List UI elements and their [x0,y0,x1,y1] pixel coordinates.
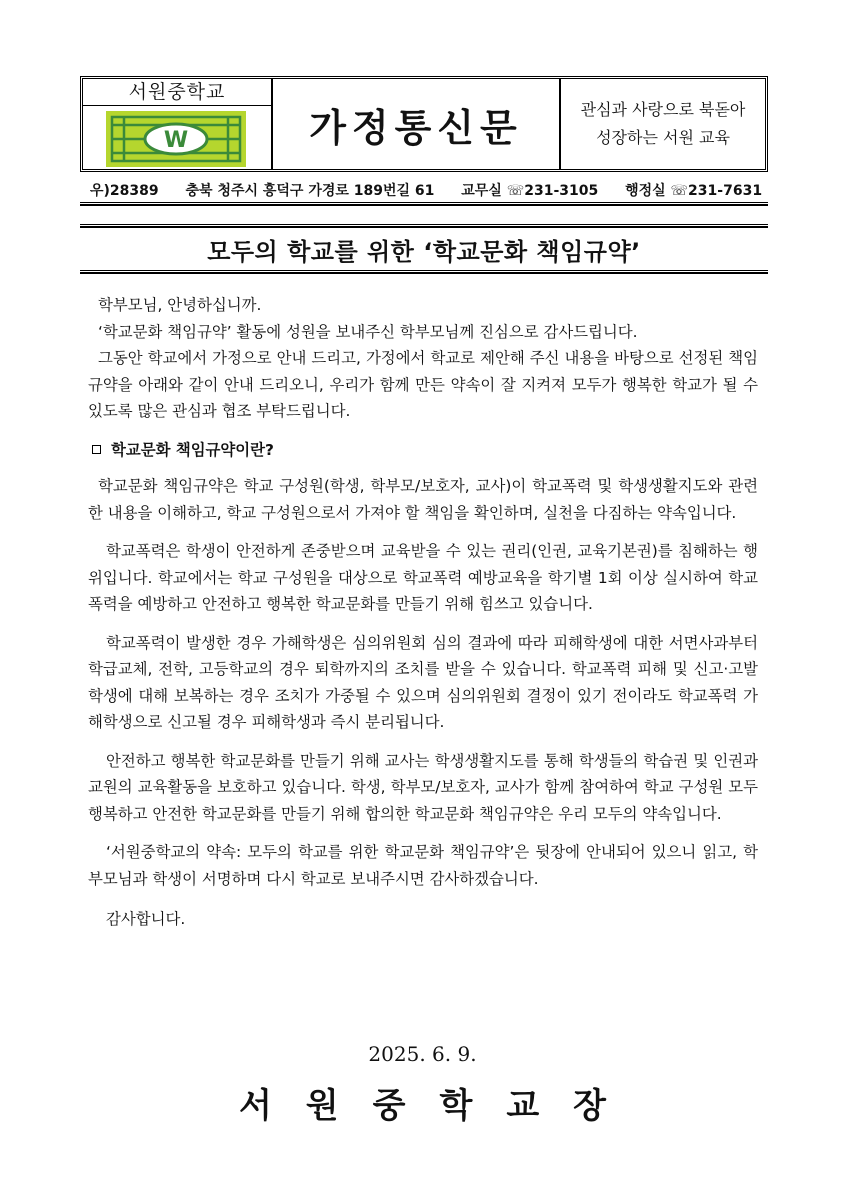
school-name: 서원중학교 [83,79,271,106]
postal-code: 우)28389 [90,183,159,199]
closing: 감사합니다. [106,910,186,928]
principal-signature: 서원중학교장 [238,1086,641,1126]
main-title: 모두의 학교를 위한 ‘학교문화 책임규약’ [207,238,641,266]
square-bullet-icon [92,445,101,454]
admin-office-phone: 행정실 ☏231-7631 [625,183,763,199]
school-block [83,79,273,169]
paragraph-request: ‘서원중학교의 약속: 모두의 학교를 위한 학교문화 책임규약’은 뒷장에 안내되어 있으니 읽고, 학부모님과 학생이 서명하며 다시 학교로 보내주시면 감사하겠습니다. [88,843,758,888]
letter-header [80,76,768,172]
slogan-line-1: 관심과 사랑으로 북돋아 [580,100,746,119]
section-heading [88,437,758,464]
paragraph-teachers: 안전하고 행복한 학교문화를 만들기 위해 교사는 학생생활지도를 통해 학생들의 학습권 및 인권과 교원의 교육활동을 보호하고 있습니다. 학생, 학부모/보호자, 교사가 함께 참여하여 학교 구성원 모두 행복하고 안전한 학교문화를 만들기 위해 합의한 학교문화 책임규약은 우리 모두의 약속입니다. [88,751,758,823]
svg-text:W: W [163,128,189,153]
divider [80,202,768,206]
address-line [80,180,768,200]
title-rule-top [80,224,768,228]
academic-office-phone: 교무실 ☏231-3105 [461,183,599,199]
thanks-line: ‘학교문화 책임규약’ 활동에 성원을 보내주신 학부모님께 진심으로 감사드립니다. [98,322,638,341]
title-rule-bottom [80,270,768,274]
paragraph-definition: 학교문화 책임규약은 학교 구성원(학생, 학부모/보호자, 교사)이 학교폭력 및 학생생활지도와 관련한 내용을 이해하고, 학교 구성원으로서 가져야 할 책임을 확인하며, 실천을 다짐하는 약속입니다. [88,477,758,522]
street-address: 충북 청주시 흥덕구 가경로 189번길 61 [185,183,435,199]
greeting: 학부모님, 안녕하십니까. [98,296,262,314]
paragraph-measures: 학교폭력이 발생한 경우 가해학생은 심의위원회 심의 결과에 따라 피해학생에 대한 서면사과부터 학급교체, 전학, 고등학교의 경우 퇴학까지의 조치를 받을 수 있습니다. 학교폭력 피해 및 신고·고발 학생에 대해 보복하는 경우 조치가 가중될 수 있으며 심의위원회 결정이 있기 전이라도 학교폭력 가해학생으로 신고될 경우 피해학생과 즉시 분리됩니다. [88,633,758,731]
letter-body [88,292,758,933]
school-logo [106,111,246,167]
section-heading-text: 학교문화 책임규약이란? [111,440,274,459]
school-slogan [561,79,765,169]
issue-date: 2025. 6. 9. [368,1042,477,1066]
slogan-line-2: 성장하는 서원 교육 [596,128,730,147]
intro-paragraph: 그동안 학교에서 가정으로 안내 드리고, 가정에서 학교로 제안해 주신 내용을 바탕으로 선정된 책임규약을 아래와 같이 안내 드리오니, 우리가 함께 만든 약속이 잘 지켜져 모두가 행복한 학교가 될 수 있도록 많은 관심과 협조 부탁드립니다. [88,349,758,420]
paragraph-violence: 학교폭력은 학생이 안전하게 존중받으며 교육받을 수 있는 권리(인권, 교육기본권)를 침해하는 행위입니다. 학교에서는 학교 구성원을 대상으로 학교폭력 예방교육을 학기별 1회 이상 실시하여 학교폭력을 예방하고 안전하고 행복한 학교문화를 만들기 위해 힘쓰고 있습니다. [88,542,758,613]
letter-title: 가정통신문 [273,79,561,169]
